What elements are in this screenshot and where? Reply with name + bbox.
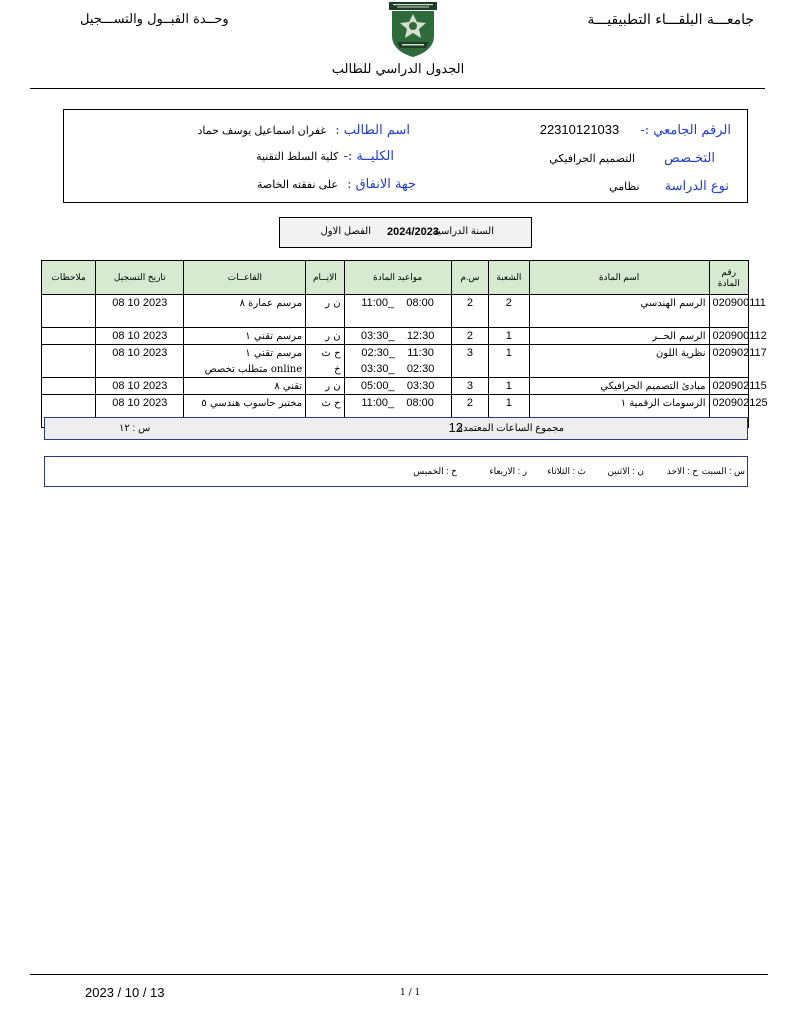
student-id-label: الرقم الجامعي :-: [640, 123, 731, 138]
student-name-value: غفران اسماعيل يوسف حماد: [197, 125, 327, 137]
course-times: [344, 328, 451, 345]
section: 1: [489, 378, 530, 395]
col-rooms: القاعــات: [184, 261, 306, 295]
funding-label: جهة الانفاق :: [347, 177, 416, 192]
funding-row: [257, 173, 416, 192]
course-room: مرسم تقني ١: [184, 345, 306, 362]
section: 1: [489, 345, 530, 362]
end-time: 03:30_: [360, 330, 395, 342]
college-row: [256, 145, 394, 164]
registration-date: 2023 10 08: [96, 328, 184, 345]
total-hours-text: س : ١٢: [119, 423, 151, 434]
course-name: مبادئ التصميم الجرافيكي: [529, 378, 709, 395]
table-row-extra: [42, 361, 749, 378]
credit-hours: 2: [451, 328, 488, 345]
student-name-row: [198, 119, 410, 138]
course-room: مرسم عمارة ٨: [184, 295, 306, 312]
legend-wednesday: ر : الاربعاء: [489, 466, 527, 476]
university-crest-icon: [388, 2, 438, 58]
course-days: ح ث: [306, 395, 344, 412]
course-room: تقني ٨: [184, 378, 306, 395]
academic-year-value: 2024/2023: [387, 226, 439, 238]
registration-date: 2023 10 08: [96, 295, 184, 312]
legend-saturday: س : السبت: [701, 466, 745, 476]
page-number: 1 / 1: [400, 988, 421, 998]
day-legend-box: [44, 456, 748, 487]
course-times-extra: [344, 361, 451, 378]
course-times: [344, 395, 451, 412]
university-name: جامعـــة البلقـــاء التطبيقيـــة: [587, 12, 754, 28]
course-name: الرسم الحــر: [529, 328, 709, 345]
start-time: 11:30: [407, 347, 434, 359]
start-time: 08:00: [406, 297, 434, 309]
row-spacer: [42, 311, 749, 328]
credit-hours: 3: [451, 378, 488, 395]
footer-divider: [30, 974, 768, 975]
major-row: [549, 147, 715, 166]
total-credits-box: [44, 417, 748, 440]
total-credits-value: 12: [448, 420, 463, 435]
col-section: الشعبة: [489, 261, 530, 295]
start-time: 03:30: [406, 380, 435, 392]
study-type-label: نوع الدراسة: [664, 179, 729, 194]
course-times: [344, 378, 451, 395]
col-course-no: رقم المادة: [709, 261, 749, 295]
total-credits-label: مجموع الساعات المعتمدة: [457, 423, 564, 434]
semester-box: [279, 217, 532, 248]
course-notes: [42, 378, 96, 395]
legend-tuesday: ث : الثلاثاء: [547, 466, 586, 476]
unit-name: وحــدة القبــول والتســـجيل: [80, 12, 229, 27]
student-id-row: [540, 119, 731, 138]
col-reg-date: تاريخ التسجيل: [96, 261, 184, 295]
col-course-name: اسم المادة: [529, 261, 709, 295]
col-times: مواعيد المادة: [344, 261, 451, 295]
table-row: [42, 295, 749, 312]
col-notes: ملاحظات: [42, 261, 96, 295]
course-room: مختبر حاسوب هندسي ٥: [184, 395, 306, 412]
course-no: 020902115: [709, 378, 749, 395]
course-days: ح ث: [306, 345, 344, 362]
section: 1: [489, 395, 530, 412]
table-header-row: [42, 261, 749, 295]
credit-hours: 2: [451, 295, 488, 312]
end-time: 11:00_: [361, 397, 395, 409]
legend-thursday: خ : الخميس: [413, 466, 457, 476]
col-credit: س.م: [451, 261, 488, 295]
section: 2: [489, 295, 530, 312]
course-times: [344, 345, 451, 362]
course-no: 020900111: [709, 295, 749, 312]
registration-date: 2023 10 08: [96, 345, 184, 362]
course-no: 020900112: [709, 328, 749, 345]
section: 1: [489, 328, 530, 345]
table-row: [42, 378, 749, 395]
course-days: ن ر: [306, 378, 344, 395]
end-time: 05:00_: [360, 380, 395, 392]
course-days-extra: خ: [306, 361, 344, 378]
course-no: 020902125: [709, 395, 749, 412]
credit-hours: 2: [451, 395, 488, 412]
print-date: 2023 / 10 / 13: [85, 985, 165, 1000]
course-name: الرسومات الرقمية ١: [529, 395, 709, 412]
student-info-box: [63, 109, 748, 203]
study-type-row: [609, 175, 729, 194]
course-name: الرسم الهندسي: [529, 295, 709, 312]
course-notes: [42, 295, 96, 312]
registration-date: 2023 10 08: [96, 378, 184, 395]
col-days: الايــام: [306, 261, 344, 295]
start-time: 08:00: [406, 397, 434, 409]
course-name: نظرية اللون: [529, 345, 709, 362]
course-days: ن ر: [306, 328, 344, 345]
course-notes: [42, 395, 96, 412]
credit-hours: 3: [451, 345, 488, 362]
major-label: التخـصص: [664, 151, 715, 166]
end-time: 02:30_: [361, 347, 395, 359]
semester-term: الفصل الاول: [320, 226, 371, 237]
start-time: 02:30: [406, 363, 435, 375]
college-value: كلية السلط التقنية: [256, 151, 339, 163]
study-type-value: نظامي: [609, 181, 640, 193]
registration-date: 2023 10 08: [96, 395, 184, 412]
college-label: الكليــة :-: [343, 149, 394, 164]
table-row: [42, 345, 749, 362]
legend-monday: ن : الاثنين: [607, 466, 644, 476]
start-time: 12:30: [406, 330, 435, 342]
header-divider: [30, 88, 765, 89]
course-room: مرسم تقني ١: [184, 328, 306, 345]
end-time: 03:30_: [360, 363, 395, 375]
course-notes: [42, 345, 96, 362]
course-times: [344, 295, 451, 312]
end-time: 11:00_: [361, 297, 395, 309]
course-notes: [42, 328, 96, 345]
table-row: [42, 328, 749, 345]
page-title: الجدول الدراسي للطالب: [331, 62, 465, 77]
course-no: 020902117: [709, 345, 749, 362]
course-room-extra: online متطلب تخصص: [184, 361, 306, 378]
table-row: [42, 395, 749, 412]
major-value: التصميم الجرافيكي: [549, 153, 635, 165]
schedule-table: [41, 260, 768, 428]
student-id-value: 22310121033: [539, 122, 620, 137]
student-name-label: اسم الطالب :: [335, 123, 410, 138]
academic-year-label: السنة الدراسية: [432, 226, 494, 237]
funding-value: على نفقته الخاصة: [256, 179, 338, 191]
legend-sunday: ح : الاحد: [666, 466, 698, 476]
course-days: ن ر: [306, 295, 344, 312]
